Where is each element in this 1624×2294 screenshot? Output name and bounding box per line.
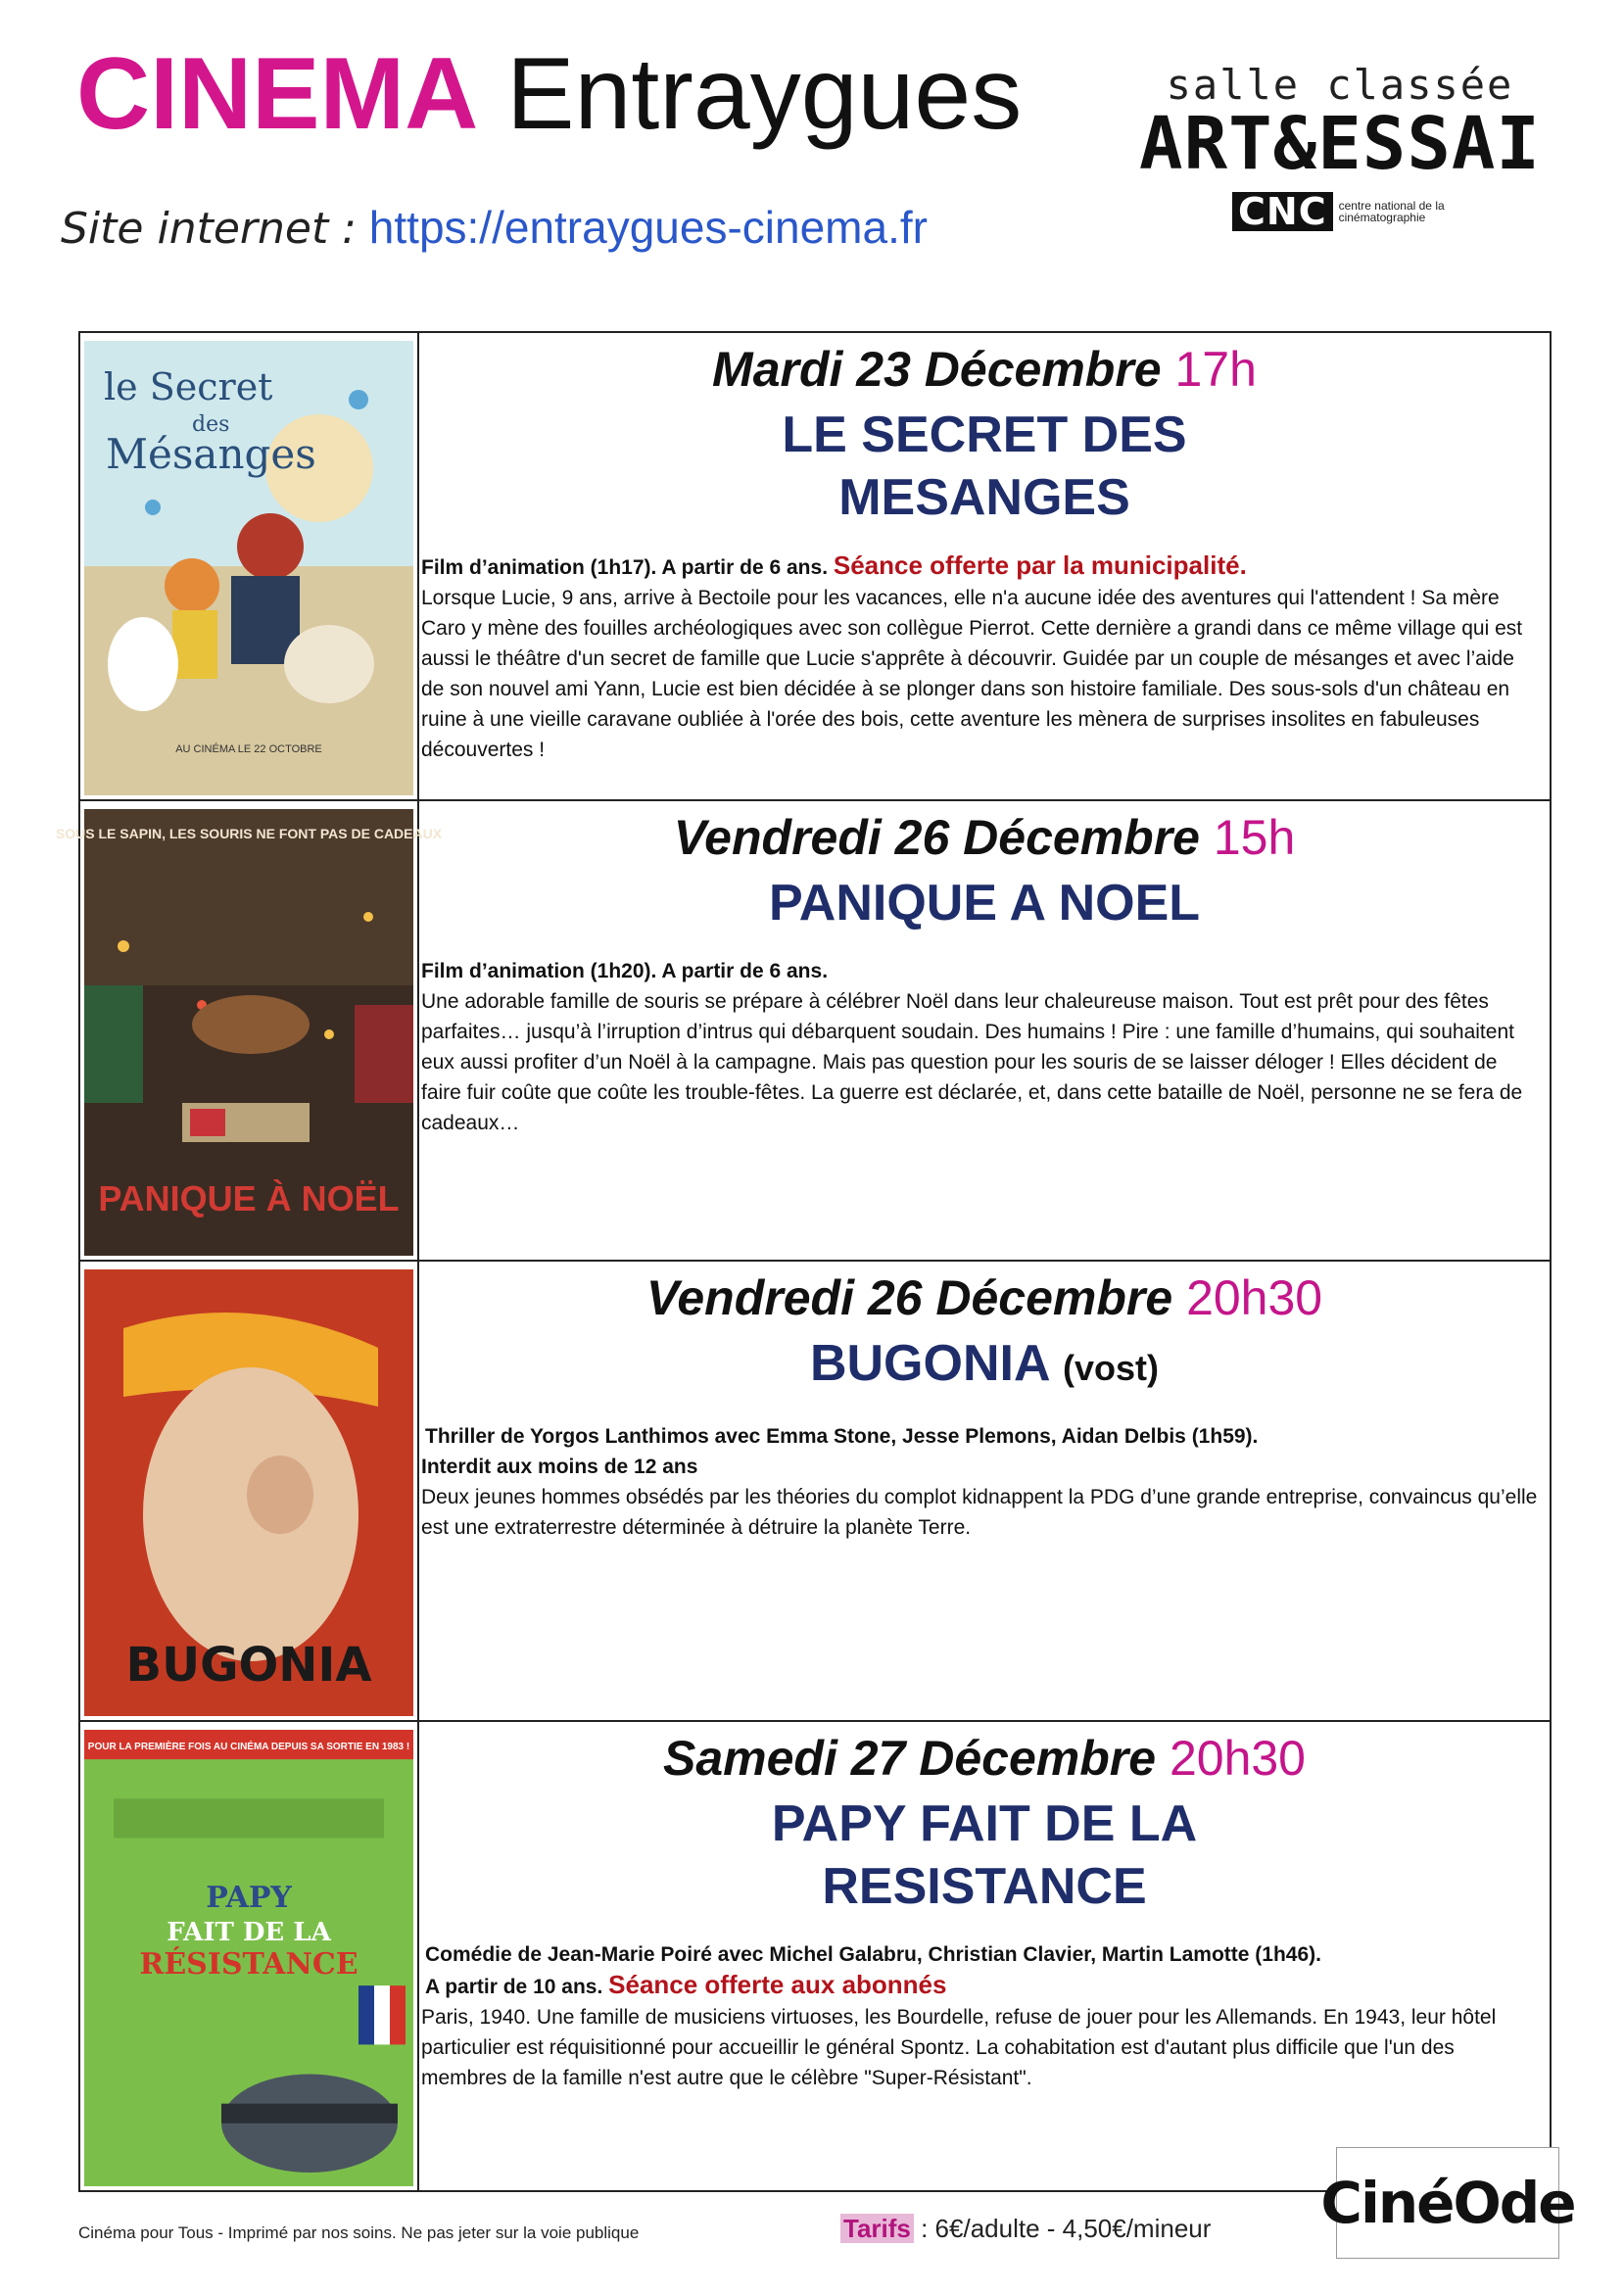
film-meta: Film d’animation (1h20). A partir de 6 ans. [421, 960, 829, 982]
film-meta: Film d’animation (1h17). A partir de 6 ans. [421, 556, 829, 579]
film-description [419, 1939, 1550, 2093]
poster-banner: POUR LA PREMIÈRE FOIS AU CINÉMA DEPUIS SA SORTIE EN 1983 ! [87, 1742, 410, 1753]
offer-text: Séance offerte par la municipalité. [833, 550, 1247, 580]
poster-title: PANIQUE À NOËL [98, 1178, 400, 1219]
synopsis: Paris, 1940. Une famille de musiciens virtuoses, les Bourdelle, refuse de jouer pour les Allemands. En 1943, leur hôtel particulier est réquisitionné pour accueillir le général Spontz. La cohabitation est d'autant plus difficile que l'un des membres de la famille n'est autre que le célèbre "Super-Résistant". [421, 2006, 1497, 2089]
vost-label: (vost) [1063, 1348, 1160, 1388]
film-info [419, 1262, 1550, 1720]
date-text: Samedi 27 Décembre [662, 1731, 1157, 1786]
film-rating: Interdit aux moins de 12 ans [421, 1456, 698, 1478]
film-info [419, 1722, 1550, 2190]
cnc-logo [1232, 192, 1457, 231]
film-row [55, 801, 1550, 1262]
film-info [419, 801, 1550, 1260]
film-description [419, 550, 1550, 765]
poster-papy-fait-de-la-resistance [84, 1730, 413, 2186]
synopsis: Une adorable famille de souris se prépare à célébrer Noël dans leur chaleureuse maison. Tout est prêt pour des fêtes parfaites… jusqu’à l’irruption d’intrus qui débarquent soudain. Des humains ! Pire : une famille d’humains, qui souhaitent eux aussi profiter d’un Noël à la campagne. Mais pas question pour les souris de se laisser déloger ! Elles décident de faire fuir coûte que coûte les trouble-fêtes. La guerre est déclarée, et, dans cette bataille de Noël, personne ne se fera de cadeaux… [421, 990, 1523, 1134]
tarifs-label: Tarifs [840, 2214, 914, 2243]
art-essai-main-text: ART&ESSAI [1139, 102, 1541, 186]
film-meta: Comédie de Jean-Marie Poiré avec Michel Galabru, Christian Clavier, Martin Lamotte (1h46). [425, 1943, 1321, 1966]
poster-tagline: SOUS LE SAPIN, LES SOURIS NE FONT PAS DE CADEAUX [55, 826, 443, 841]
page-title [76, 37, 1023, 151]
cnc-text: centre national de la cinématographie [1338, 199, 1445, 224]
film-info [419, 333, 1550, 799]
synopsis: Lorsque Lucie, 9 ans, arrive à Bectoile pour les vacances, elle n'a aucune idée des aventures qui l'attendent ! Sa mère Caro y mène des fouilles archéologiques avec son collègue Pierrot. Cette dernière a grandi dans ce même village qui est aussi le théâtre d'un secret de famille que Lucie s'apprête à découvrir. Guidée par un couple de mésanges et avec l’aide de son nouvel ami Yann, Lucie est bien décidée à se plonger dans son histoire familiale. Des sous-sols d'un château en ruine à une vieille caravane oubliée à l'orée des bois, cette aventure les mènera de surprises insolites en fabuleuses découvertes ! [421, 587, 1523, 761]
poster-title-c: RÉSISTANCE [139, 1947, 358, 1983]
cineode-text: CinéOde [1320, 2170, 1575, 2236]
cnc-mark: CNC [1232, 192, 1333, 231]
film-title [419, 872, 1550, 934]
title-town: Entraygues [506, 37, 1023, 151]
film-title-line: PAPY FAIT DE LA [771, 1795, 1198, 1852]
cineode-logo [1320, 2147, 1575, 2259]
screening-date [419, 341, 1550, 398]
date-text: Vendredi 26 Décembre [673, 810, 1200, 865]
film-title-line: PANIQUE A NOEL [768, 875, 1201, 932]
film-title-line: RESISTANCE [822, 1858, 1147, 1915]
time-text: 20h30 [1169, 1731, 1306, 1786]
poster-secret-des-mesanges [84, 341, 413, 795]
time-text: 17h [1174, 342, 1257, 397]
poster-bugonia [84, 1269, 413, 1716]
poster-cell [80, 333, 419, 799]
film-description [419, 1421, 1550, 1543]
film-title-line: LE SECRET DES [782, 406, 1187, 463]
website-label: Site internet : [61, 204, 358, 254]
poster-title-b: FAIT DE LA [167, 1917, 331, 1947]
film-row [80, 333, 1550, 801]
art-essai-logo [1105, 61, 1575, 186]
program-table [55, 331, 1552, 2192]
film-meta: Thriller de Yorgos Lanthimos avec Emma Stone, Jesse Plemons, Aidan Delbis (1h59). [425, 1425, 1259, 1448]
poster-cell [80, 1722, 419, 2190]
poster-cell [55, 801, 443, 1260]
poster-title-a: le Secret [104, 365, 273, 408]
synopsis: Deux jeunes hommes obsédés par les théories du complot kidnappent la PDG d’une grande entreprise, convaincus qu’elle est une extraterrestre déterminée à détruire la planète Terre. [421, 1486, 1538, 1539]
film-description [419, 956, 1550, 1138]
poster-title-c: Mésanges [106, 430, 316, 478]
screening-date [419, 809, 1550, 866]
title-cinema: CINEMA [76, 37, 479, 151]
poster-cell [80, 1262, 419, 1720]
poster-panique-a-noel [55, 809, 443, 1256]
film-title-line: BUGONIA [809, 1335, 1049, 1392]
tarifs-text: : 6€/adulte - 4,50€/mineur [921, 2214, 1212, 2243]
date-text: Mardi 23 Décembre [712, 342, 1162, 397]
offer-text: Séance offerte aux abonnés [608, 1970, 947, 1999]
time-text: 20h30 [1186, 1270, 1323, 1325]
film-title-line: MESANGES [838, 469, 1130, 526]
poster-title: BUGONIA [125, 1638, 372, 1693]
film-title [419, 1792, 1550, 1918]
tarifs [840, 2214, 1211, 2244]
screening-date [419, 1730, 1550, 1787]
date-text: Vendredi 26 Décembre [645, 1270, 1173, 1325]
poster-title-a: PAPY [206, 1880, 292, 1915]
poster-title-b: des [192, 412, 230, 437]
poster-caption: AU CINÉMA LE 22 OCTOBRE [175, 743, 322, 755]
screening-date [419, 1269, 1550, 1326]
film-row [80, 1722, 1550, 2190]
film-title [419, 404, 1550, 529]
time-text: 15h [1213, 810, 1296, 865]
website-link[interactable]: https://entraygues-cinema.fr [368, 202, 928, 253]
footer-note: Cinéma pour Tous - Imprimé par nos soins. Ne pas jeter sur la voie publique [78, 2223, 640, 2242]
art-essai-top-text: salle classée [1166, 61, 1514, 109]
film-rating: A partir de 10 ans. [425, 1976, 603, 1998]
film-row [80, 1262, 1550, 1722]
website-line [61, 201, 928, 254]
film-title [419, 1332, 1550, 1400]
